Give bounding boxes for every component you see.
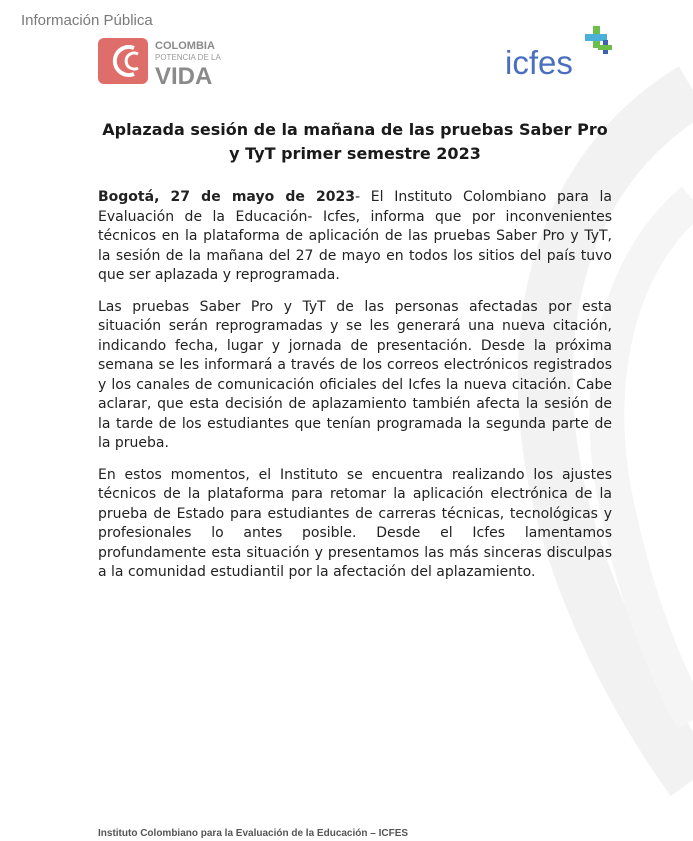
logo-text-potencia: POTENCIA DE LA xyxy=(155,53,221,62)
paragraph-1 xyxy=(98,188,612,286)
dateline: Bogotá, 27 de mayo de 2023 xyxy=(98,189,355,205)
paragraph-3: En estos momentos, el Instituto se encuentra realizando los ajustes técnicos de la plataforma para retomar la aplicación electrónica de la prueba de Estado para estudiantes de carreras técnicas, tecnológicas y profesionales lo antes posible. Desde el Icfes lamentamos profundamente esta situación y presentamos las más sinceras disculpas a la comunidad estudiantil por la afectación del aplazamiento. xyxy=(98,466,612,580)
paragraph-1-text: - El Instituto Colombiano para la Evaluación de la Educación- Icfes, informa que por inconvenientes técnicos en la plataforma de aplicación de las pruebas Saber Pro y TyT, la sesión de la mañana del 27 de mayo en todos los sitios del país tuvo que ser aplazada y reprogramada. xyxy=(98,189,612,283)
logo-text-colombia: COLOMBIA xyxy=(155,40,215,52)
title-line-2: y TyT primer semestre 2023 xyxy=(229,144,481,163)
logo-text-vida: VIDA xyxy=(155,63,213,88)
colombia-potencia-de-la-vida-logo xyxy=(98,36,238,88)
footer-institution: Instituto Colombiano para la Evaluación de la Educación – ICFES xyxy=(98,828,409,839)
press-release-title xyxy=(98,118,612,166)
paragraph-2: Las pruebas Saber Pro y TyT de las personas afectadas por esta situación serán reprogramadas y se les generará una nueva citación, indicando fecha, lugar y jornada de presentación. Desde la próxima semana se les informará a través de los correos electrónicos registrados y los canales de comunicación oficiales del Icfes la nueva citación. Cabe aclarar, que esta decisión de aplazamiento también afecta la sesión de la tarde de los estudiantes que tenían programada la segunda parte de la prueba. xyxy=(98,298,612,451)
classification-label: Información Pública xyxy=(21,12,153,29)
icfes-logo xyxy=(505,22,620,82)
logo-text-icfes: icfes xyxy=(505,44,573,81)
title-line-1: Aplazada sesión de la mañana de las pruebas Saber Pro xyxy=(102,120,608,139)
press-release-body xyxy=(98,118,612,595)
